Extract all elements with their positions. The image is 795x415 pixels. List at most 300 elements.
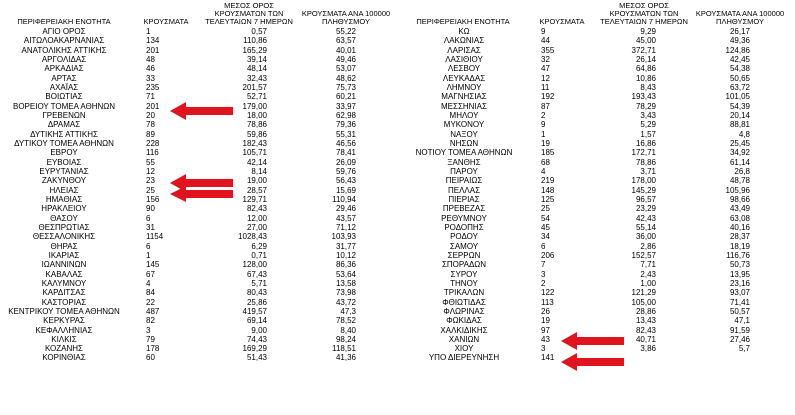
table-row	[398, 232, 795, 241]
table-row	[0, 204, 398, 213]
avg-cell: 23,29	[635, 204, 656, 214]
avg-cell: 28,57	[246, 185, 267, 195]
cases-cell: 235	[146, 82, 160, 92]
region-name-cell: ΚΟΖΑΝΗΣ	[44, 344, 84, 354]
avg-cell: 12,00	[246, 213, 267, 223]
per100k-cell: 54,38	[729, 64, 750, 74]
per100k-cell: 15,69	[335, 185, 356, 195]
region-name-cell: ΚΟΡΙΝΘΙΑΣ	[42, 353, 86, 363]
table-row	[398, 130, 795, 139]
region-name-cell: ΠΕΙΡΑΙΩΣ	[445, 176, 483, 186]
per100k-cell: 46,56	[335, 138, 356, 148]
cases-cell: 48	[146, 54, 155, 64]
table-row	[0, 158, 398, 167]
per100k-cell: 31,77	[335, 241, 356, 251]
avg-cell: 8,14	[251, 166, 267, 176]
cases-cell: 34	[541, 232, 550, 242]
region-name-cell: ΙΩΑΝΝΙΝΩΝ	[41, 260, 87, 270]
table-row	[398, 204, 795, 213]
region-name-cell: ΜΥΚΟΝΟΥ	[443, 120, 485, 130]
table-row	[398, 111, 795, 120]
region-name-cell: ΘΗΡΑΣ	[50, 241, 78, 251]
per100k-cell: 71,12	[335, 222, 356, 232]
region-name-cell: ΑΙΤΩΛΟΑΚΑΡΝΑΝΙΑΣ	[23, 36, 105, 46]
region-name-cell: ΠΙΕΡΙΑΣ	[448, 194, 480, 204]
per100k-cell: 26,17	[729, 27, 750, 36]
per100k-cell: 43,49	[729, 204, 750, 214]
cases-cell: 6	[541, 241, 546, 251]
region-name-cell: ΕΥΒΟΙΑΣ	[46, 157, 82, 167]
region-name-cell: ΚΩ	[458, 27, 470, 36]
cases-cell: 192	[541, 92, 555, 102]
cases-cell: 9	[541, 120, 546, 130]
cases-cell: 185	[541, 148, 555, 158]
per100k-cell: 78,52	[335, 316, 356, 326]
per100k-cell: 55,31	[335, 129, 356, 139]
per100k-cell: 49,46	[335, 54, 356, 64]
cases-cell: 54	[541, 213, 550, 223]
region-name-cell: ΡΕΘΥΜΝΟΥ	[441, 213, 487, 223]
per100k-cell: 41,36	[335, 353, 356, 363]
table-row	[398, 36, 795, 45]
avg-cell: 42,43	[635, 213, 656, 223]
table-row	[0, 120, 398, 129]
cases-cell: 148	[541, 185, 555, 195]
cases-cell: 11	[541, 82, 550, 92]
avg-cell: 82,43	[246, 204, 267, 214]
cases-cell: 43	[541, 334, 550, 344]
avg-cell: 193,43	[631, 92, 656, 102]
per100k-cell: 98,24	[335, 334, 356, 344]
table-row	[0, 242, 398, 251]
table-row	[398, 74, 795, 83]
per100k-cell: 75,73	[335, 82, 356, 92]
region-name-cell: ΑΧΑΪΑΣ	[49, 82, 79, 92]
table-row	[0, 251, 398, 260]
per100k-cell: 40,16	[729, 222, 750, 232]
region-name-cell: ΦΛΩΡΙΝΑΣ	[443, 306, 485, 316]
region-name-cell: ΕΥΡΥΤΑΝΙΑΣ	[39, 166, 89, 176]
header-avg-line2: ΚΡΟΥΣΜΑΤΩΝ ΤΩΝ	[214, 9, 284, 18]
table-row	[398, 139, 795, 148]
region-name-cell: ΦΩΚΙΔΑΣ	[446, 316, 482, 326]
region-name-cell: ΒΟΡΕΙΟΥ ΤΟΜΕΑ ΑΘΗΝΩΝ	[12, 101, 116, 111]
avg-cell: 32,43	[246, 73, 267, 83]
per100k-cell: 29,46	[335, 204, 356, 214]
avg-cell: 3,71	[640, 166, 656, 176]
region-name-cell: ΠΡΕΒΕΖΑΣ	[442, 204, 486, 214]
region-name-cell: ΗΡΑΚΛΕΙΟΥ	[41, 204, 87, 214]
region-name-cell: ΜΗΛΟΥ	[449, 110, 479, 120]
region-name-cell: ΚΑΣΤΟΡΙΑΣ	[41, 297, 87, 307]
region-name-cell: ΕΒΡΟΥ	[50, 148, 78, 158]
cases-cell: 1	[146, 27, 151, 36]
cases-cell: 201	[146, 45, 160, 55]
cases-cell: 355	[541, 45, 555, 55]
region-name-cell: ΑΡΤΑΣ	[51, 73, 77, 83]
cases-cell: 33	[146, 73, 155, 83]
avg-cell: 13,43	[635, 316, 656, 326]
cases-cell: 487	[146, 306, 160, 316]
header-per100k-right	[690, 0, 790, 26]
avg-cell: 1,00	[640, 278, 656, 288]
per100k-cell: 103,93	[331, 232, 356, 242]
avg-cell: 152,57	[631, 250, 656, 260]
avg-cell: 19,00	[246, 176, 267, 186]
table-row	[0, 83, 398, 92]
table-row	[0, 288, 398, 297]
table-row	[398, 186, 795, 195]
table-row	[398, 288, 795, 297]
table-row	[398, 279, 795, 288]
per100k-cell: 26,8	[734, 166, 750, 176]
table-row	[398, 92, 795, 101]
avg-cell: 8,43	[640, 82, 656, 92]
table-row	[398, 298, 795, 307]
per100k-cell: 50,57	[729, 306, 750, 316]
avg-cell: 172,71	[631, 148, 656, 158]
region-name-cell: ΣΕΡΡΩΝ	[447, 250, 481, 260]
region-name-cell: ΘΕΣΣΑΛΟΝΙΚΗΣ	[32, 232, 96, 242]
table-row	[398, 260, 795, 269]
table-row	[0, 139, 398, 148]
region-name-cell: ΚΙΛΚΙΣ	[51, 334, 77, 344]
avg-cell: 39,14	[246, 54, 267, 64]
avg-cell: 201,57	[242, 82, 267, 92]
per100k-cell: 18,19	[729, 241, 750, 251]
cases-cell: 4	[146, 278, 151, 288]
per100k-cell: 53,64	[335, 269, 356, 279]
cases-cell: 178	[146, 344, 160, 354]
region-name-cell: ΔΡΑΜΑΣ	[47, 120, 81, 130]
header-region-left	[0, 0, 128, 26]
header-avg-left	[205, 0, 293, 26]
cases-cell: 2	[541, 278, 546, 288]
avg-cell: 27,00	[246, 222, 267, 232]
avg-cell: 165,29	[242, 45, 267, 55]
table-row	[0, 307, 398, 316]
avg-cell: 74,43	[246, 334, 267, 344]
avg-cell: 182,43	[242, 138, 267, 148]
per100k-cell: 62,98	[335, 110, 356, 120]
per100k-cell: 34,92	[729, 148, 750, 158]
header-avg-right	[598, 0, 690, 26]
region-name-cell: ΣΥΡΟΥ	[450, 269, 478, 279]
region-name-cell: ΡΟΔΟΠΗΣ	[444, 222, 484, 232]
cases-cell: 46	[146, 64, 155, 74]
header-avg-line2: ΚΡΟΥΣΜΑΤΩΝ ΤΩΝ	[609, 9, 679, 18]
table-row	[0, 344, 398, 353]
cases-cell: 23	[146, 176, 155, 186]
header-per100k-line1: ΚΡΟΥΣΜΑΤΑ ΑΝΑ 100000	[301, 9, 391, 18]
table-row	[0, 130, 398, 139]
cases-cell: 206	[541, 250, 555, 260]
cases-cell: 60	[146, 353, 155, 363]
cases-cell: 113	[541, 297, 554, 307]
per100k-cell: 88,81	[729, 120, 750, 130]
per100k-cell: 48,78	[729, 176, 750, 186]
region-name-cell: ΔΥΤΙΚΗΣ ΑΤΤΙΚΗΣ	[30, 129, 98, 139]
table-row	[0, 326, 398, 335]
header-region-right	[399, 0, 527, 26]
avg-cell: 372,71	[631, 45, 656, 55]
table-row	[0, 279, 398, 288]
region-name-cell: ΝΑΞΟΥ	[450, 129, 478, 139]
avg-cell: 1028,43	[238, 232, 267, 242]
region-name-cell: ΘΑΣΟΥ	[50, 213, 78, 223]
region-name-cell: ΑΡΓΟΛΙΔΑΣ	[41, 54, 87, 64]
cases-cell: 45	[541, 222, 550, 232]
region-name-cell: ΚΕΝΤΡΙΚΟΥ ΤΟΜΕΑ ΑΘΗΝΩΝ	[8, 306, 120, 316]
region-name-cell: ΔΥΤΙΚΟΥ ΤΟΜΕΑ ΑΘΗΝΩΝ	[14, 138, 114, 148]
avg-cell: 121,29	[631, 288, 656, 298]
table-row	[398, 83, 795, 92]
per100k-cell: 28,37	[729, 232, 750, 242]
avg-cell: 25,86	[246, 297, 267, 307]
region-name-cell: ΖΑΚΥΝΘΟΥ	[41, 176, 87, 186]
per100k-cell: 4,8	[738, 129, 750, 139]
red-arrow-fthiotidas	[561, 332, 625, 350]
region-name-cell: ΥΠΟ ΔΙΕΡΕΥΝΗΣΗ	[428, 353, 500, 363]
cases-cell: 89	[146, 129, 155, 139]
avg-cell: 59,86	[246, 129, 267, 139]
table-row	[0, 46, 398, 55]
cases-cell: 25	[146, 185, 155, 195]
per100k-cell: 73,98	[335, 288, 356, 298]
per100k-cell: 55,22	[335, 27, 356, 36]
cases-cell: 9	[541, 27, 546, 36]
table-row	[0, 335, 398, 344]
per100k-cell: 86,36	[335, 260, 356, 270]
cases-cell: 201	[146, 101, 160, 111]
cases-cell: 134	[146, 36, 160, 46]
per100k-cell: 56,43	[335, 176, 356, 186]
cases-cell: 67	[146, 269, 155, 279]
per100k-cell: 63,08	[729, 213, 750, 223]
avg-cell: 78,86	[635, 157, 656, 167]
avg-cell: 96,57	[635, 194, 656, 204]
region-name-cell: ΚΕΡΚΥΡΑΣ	[43, 316, 85, 326]
region-name-cell: ΤΗΝΟΥ	[450, 278, 478, 288]
region-name-cell: ΗΛΕΙΑΣ	[49, 185, 79, 195]
avg-cell: 51,43	[246, 353, 267, 363]
cases-cell: 32	[541, 54, 550, 64]
per100k-cell: 93,07	[729, 288, 750, 298]
avg-cell: 18,00	[246, 110, 267, 120]
cases-cell: 228	[146, 138, 160, 148]
avg-cell: 67,43	[246, 269, 267, 279]
cases-cell: 90	[146, 204, 155, 214]
avg-cell: 42,14	[246, 157, 267, 167]
header-region-label: ΠΕΡΙΦΕΡΕΙΑΚΗ ΕΝΟΤΗΤΑ	[416, 17, 510, 26]
avg-cell: 78,29	[635, 101, 656, 111]
cases-cell: 25	[541, 204, 550, 214]
avg-cell: 2,43	[640, 269, 656, 279]
per100k-cell: 43,57	[335, 213, 356, 223]
per100k-cell: 61,14	[729, 157, 750, 167]
red-arrow-fokidas	[561, 353, 625, 371]
cases-cell: 3	[541, 344, 546, 354]
red-arrow-shape	[170, 102, 233, 120]
region-name-cell: ΧΑΛΚΙΔΙΚΗΣ	[440, 325, 488, 335]
cases-cell: 87	[541, 101, 550, 111]
avg-cell: 64,86	[635, 64, 656, 74]
table-row	[398, 158, 795, 167]
per100k-cell: 47,3	[340, 306, 356, 316]
table-row	[398, 102, 795, 111]
avg-cell: 169,29	[242, 344, 267, 354]
cases-cell: 156	[146, 194, 160, 204]
table-row	[0, 353, 398, 362]
header-avg-line1: ΜΕΣΟΣ ΟΡΟΣ	[619, 1, 669, 10]
table-row	[0, 316, 398, 325]
region-name-cell: ΤΡΙΚΑΛΩΝ	[443, 288, 485, 298]
cases-cell: 44	[541, 36, 550, 46]
cases-cell: 6	[146, 213, 151, 223]
per100k-cell: 13,95	[729, 269, 750, 279]
cases-cell: 97	[541, 325, 550, 335]
avg-cell: 129,71	[242, 194, 267, 204]
table-row	[398, 214, 795, 223]
avg-cell: 9,29	[640, 27, 656, 36]
cases-cell: 68	[541, 157, 550, 167]
avg-cell: 52,71	[246, 92, 267, 102]
table-row	[398, 316, 795, 325]
table-row	[0, 27, 398, 36]
header-region-label: ΠΕΡΙΦΕΡΕΙΑΚΗ ΕΝΟΤΗΤΑ	[17, 17, 111, 26]
per100k-cell: 105,96	[725, 185, 750, 195]
per100k-cell: 63,57	[335, 36, 356, 46]
region-name-cell: ΠΕΛΛΑΣ	[447, 185, 481, 195]
table-row	[398, 223, 795, 232]
region-name-cell: ΠΑΡΟΥ	[450, 166, 478, 176]
red-arrow-shape	[170, 186, 233, 202]
cases-cell: 71	[146, 92, 155, 102]
avg-cell: 6,29	[251, 241, 267, 251]
header-avg-line3: ΤΕΛΕΥΤΑΙΩΝ 7 ΗΜΕΡΩΝ	[600, 17, 688, 26]
cases-cell: 145	[146, 260, 160, 270]
cases-cell: 19	[541, 316, 550, 326]
avg-cell: 28,86	[635, 306, 656, 316]
table-row	[0, 36, 398, 45]
avg-cell: 16,86	[635, 138, 656, 148]
table-row	[398, 120, 795, 129]
red-arrow-boiotias	[170, 102, 234, 120]
per100k-cell: 78,41	[335, 148, 356, 158]
region-name-cell: ΙΚΑΡΙΑΣ	[48, 250, 80, 260]
region-name-cell: ΛΕΥΚΑΔΑΣ	[442, 73, 486, 83]
cases-cell: 84	[146, 288, 155, 298]
region-name-cell: ΓΡΕΒΕΝΩΝ	[42, 110, 86, 120]
per100k-cell: 49,36	[729, 36, 750, 46]
avg-cell: 45,00	[635, 36, 656, 46]
avg-cell: 48,14	[246, 64, 267, 74]
cases-cell: 1	[541, 129, 546, 139]
table-row	[0, 223, 398, 232]
per100k-cell: 33,97	[335, 101, 356, 111]
region-name-cell: ΛΑΣΙΘΙΟΥ	[445, 54, 483, 64]
cases-cell: 6	[146, 241, 151, 251]
region-name-cell: ΑΓΙΟ ΟΡΟΣ	[42, 27, 86, 36]
avg-cell: 178,00	[631, 176, 656, 186]
header-avg-line1: ΜΕΣΟΣ ΟΡΟΣ	[224, 1, 274, 10]
avg-cell: 10,86	[635, 73, 656, 83]
cases-cell: 1	[146, 250, 151, 260]
header-per100k-left	[298, 0, 394, 26]
cases-cell: 219	[541, 176, 555, 186]
table-row	[0, 55, 398, 64]
per100k-cell: 5,7	[738, 344, 750, 354]
table-row	[0, 148, 398, 157]
avg-cell: 26,14	[635, 54, 656, 64]
table-row	[398, 270, 795, 279]
avg-cell: 55,14	[635, 222, 656, 232]
region-name-cell: ΧΑΝΙΩΝ	[448, 334, 480, 344]
table-row	[0, 74, 398, 83]
cases-cell: 7	[541, 260, 546, 270]
avg-cell: 105,71	[242, 148, 267, 158]
region-name-cell: ΛΗΜΝΟΥ	[446, 82, 482, 92]
avg-cell: 128,00	[242, 260, 267, 270]
per100k-cell: 59,76	[335, 166, 356, 176]
table-row	[398, 55, 795, 64]
avg-cell: 3,86	[640, 344, 656, 354]
table-row	[0, 92, 398, 101]
region-name-cell: ΞΑΝΘΗΣ	[447, 157, 481, 167]
region-name-cell: ΚΕΦΑΛΛΗΝΙΑΣ	[35, 325, 93, 335]
per100k-cell: 26,09	[335, 157, 356, 167]
table-row	[398, 251, 795, 260]
avg-cell: 5,71	[251, 278, 267, 288]
per100k-cell: 101,05	[725, 92, 750, 102]
avg-cell: 179,00	[242, 101, 267, 111]
region-name-cell: ΚΑΡΔΙΤΣΑΣ	[42, 288, 86, 298]
cases-cell: 20	[146, 110, 155, 120]
cases-cell: 82	[146, 316, 155, 326]
per100k-cell: 43,72	[335, 297, 356, 307]
avg-cell: 110,86	[243, 36, 267, 46]
region-name-cell: ΝΗΣΩΝ	[449, 138, 479, 148]
region-name-cell: ΒΟΙΩΤΙΑΣ	[45, 92, 83, 102]
per100k-cell: 71,41	[729, 297, 750, 307]
avg-cell: 80,43	[246, 288, 267, 298]
region-name-cell: ΘΕΣΠΡΩΤΙΑΣ	[38, 222, 90, 232]
avg-cell: 1,57	[640, 129, 656, 139]
avg-cell: 36,00	[635, 232, 656, 242]
avg-cell: 69,14	[246, 316, 267, 326]
cases-cell: 116	[146, 148, 159, 158]
per100k-cell: 79,36	[335, 120, 356, 130]
avg-cell: 82,43	[635, 325, 656, 335]
red-arrow-evrytanias	[170, 186, 234, 202]
per100k-cell: 63,72	[729, 82, 750, 92]
table-row	[398, 242, 795, 251]
cases-cell: 79	[146, 334, 155, 344]
table-row	[0, 270, 398, 279]
table-row	[398, 46, 795, 55]
table-row	[398, 307, 795, 316]
table-row	[0, 298, 398, 307]
region-name-cell: ΝΟΤΙΟΥ ΤΟΜΕΑ ΑΘΗΝΩΝ	[415, 148, 513, 158]
per100k-cell: 23,16	[729, 278, 750, 288]
region-name-cell: ΣΑΜΟΥ	[449, 241, 479, 251]
cases-cell: 47	[541, 64, 550, 74]
region-name-cell: ΛΑΚΩΝΙΑΣ	[443, 36, 485, 46]
per100k-cell: 50,65	[729, 73, 750, 83]
region-name-cell: ΡΟΔΟΥ	[450, 232, 478, 242]
per100k-cell: 10,12	[335, 250, 356, 260]
per100k-cell: 98,66	[729, 194, 750, 204]
